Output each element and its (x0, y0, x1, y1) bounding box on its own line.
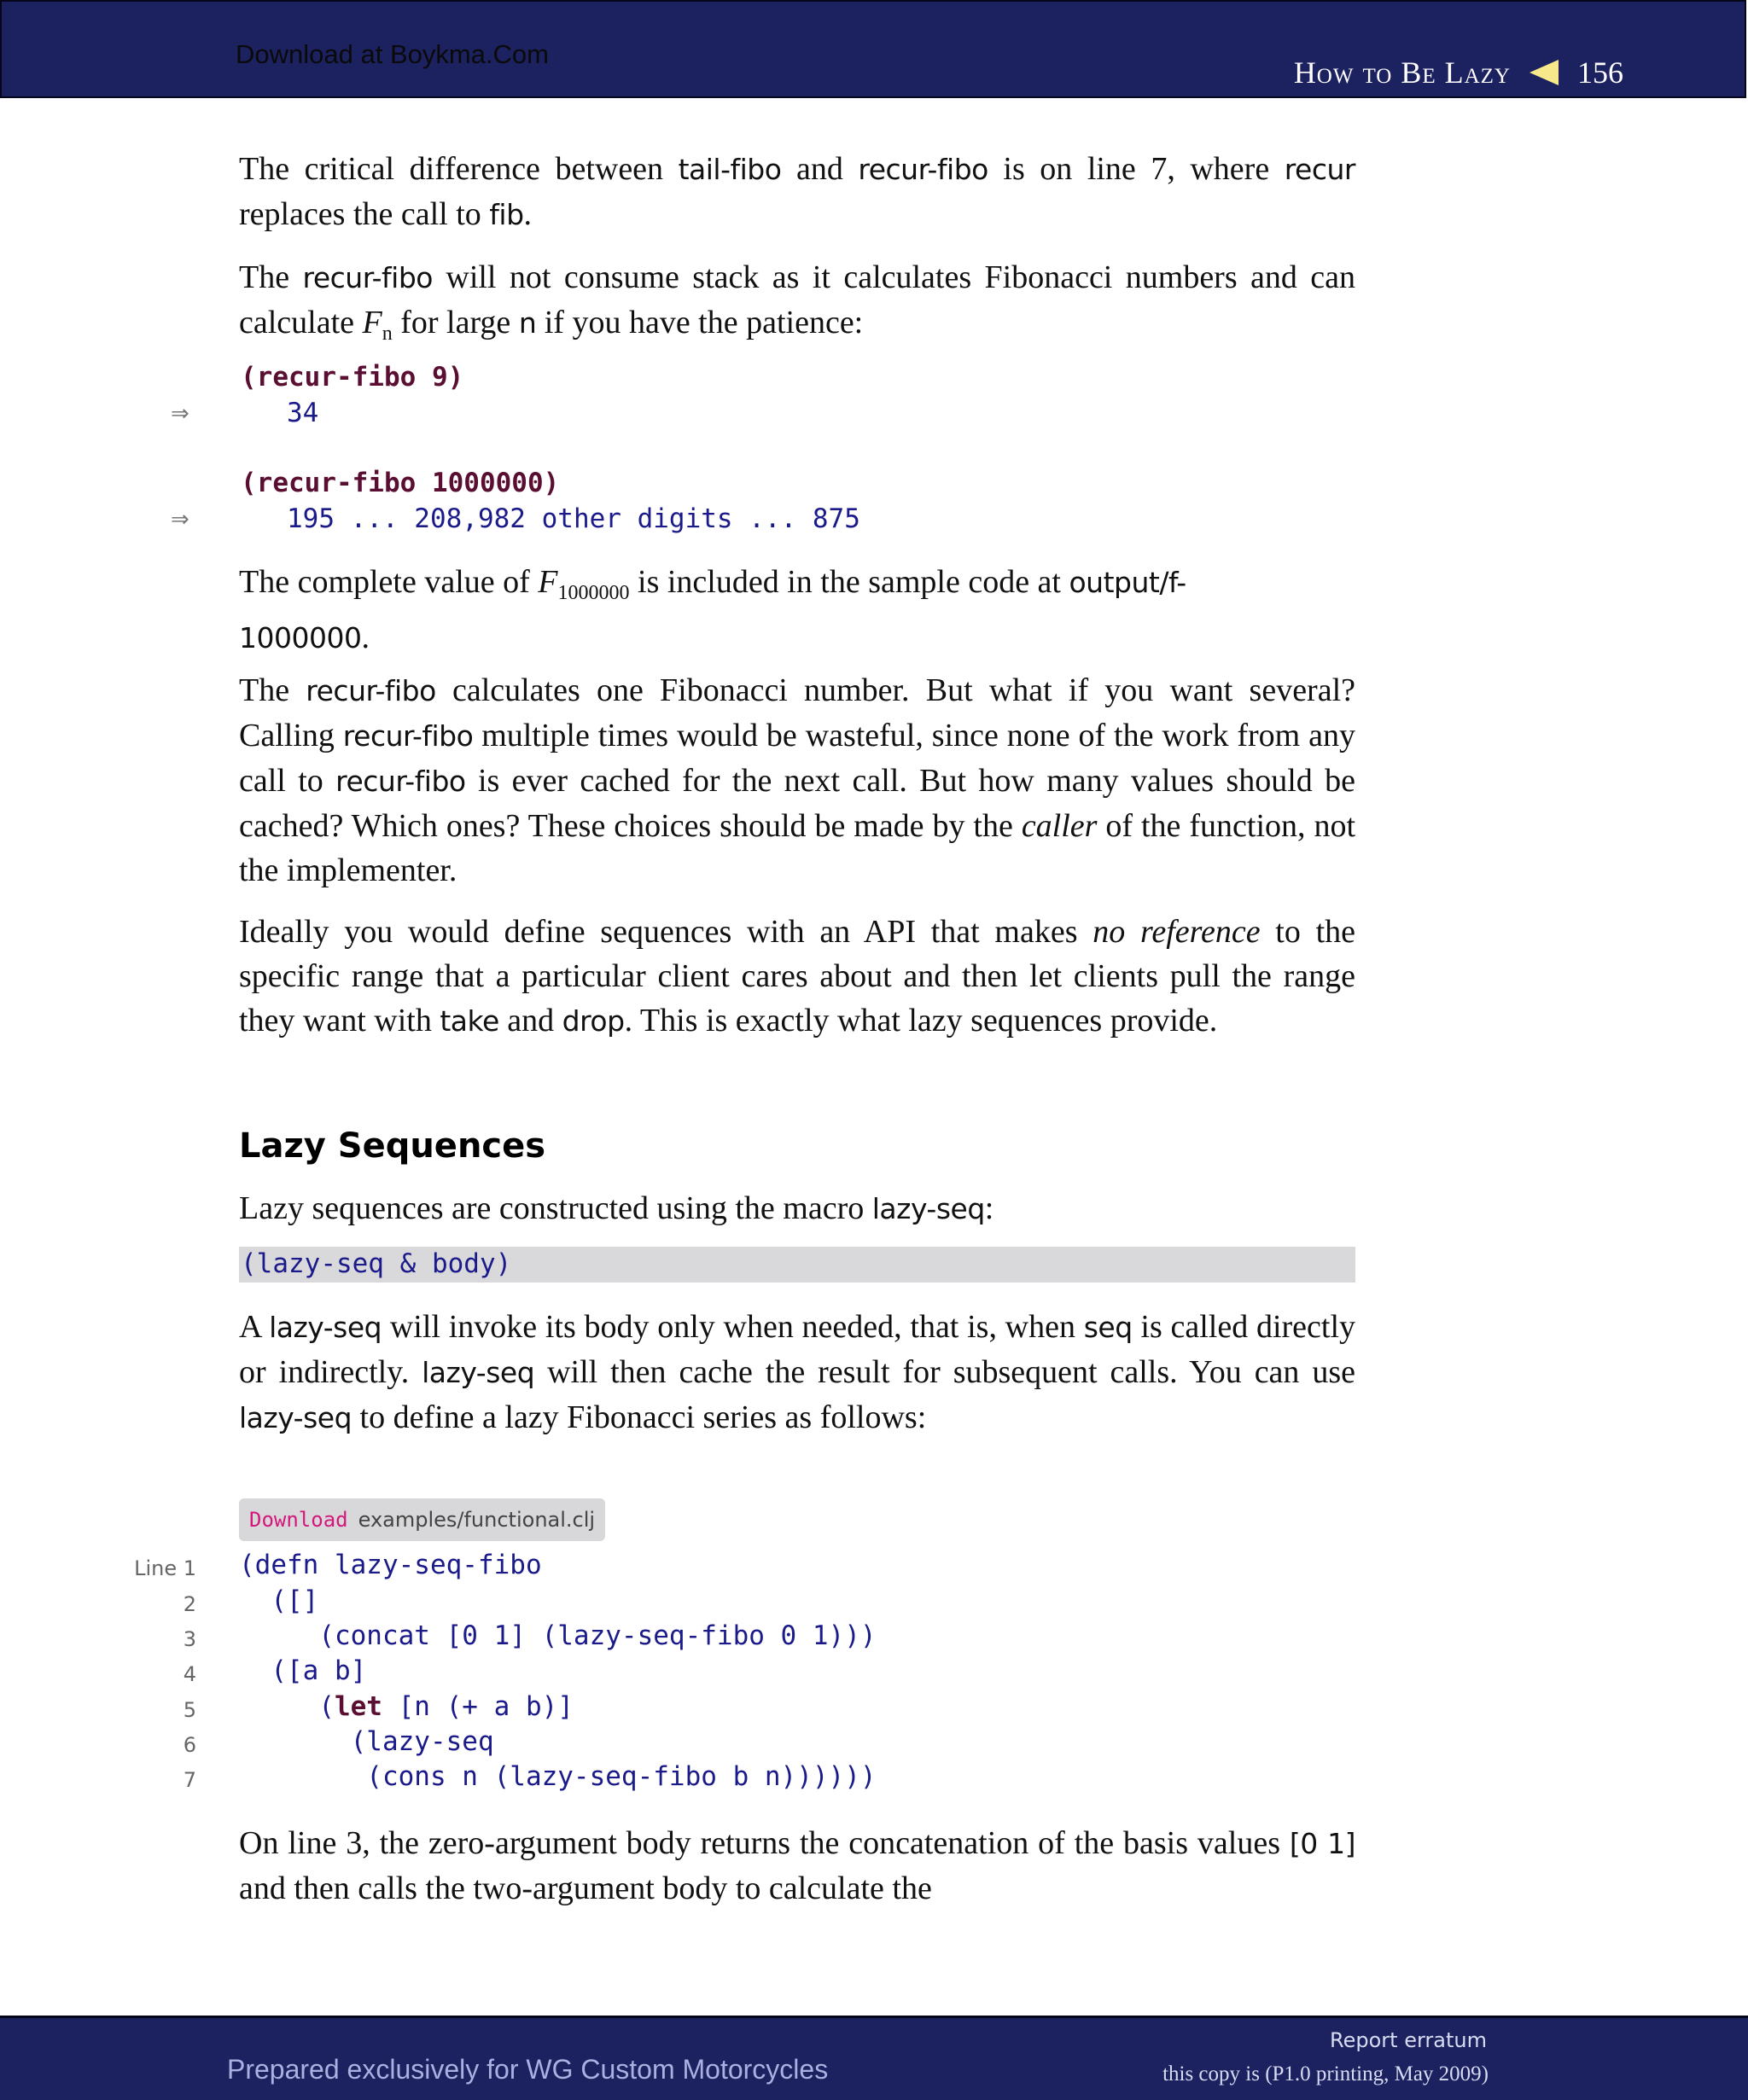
copy-info: this copy is (P1.0 printing, May 2009) (1162, 2062, 1489, 2085)
repl-input-2: (recur-fibo 1000000) (241, 468, 560, 498)
report-erratum-link[interactable]: Report erratum (1330, 2028, 1487, 2052)
chapter-heading (1294, 55, 1623, 90)
paragraph-2: The recur-fibo will not consume stack as it calculates Fibonacci numbers and can calculate $F_n$ for large n if you have the patience: (239, 259, 1356, 345)
chapter-title[interactable]: How to Be Lazy (1293, 55, 1511, 90)
repl-output-2: 195 ... 208,982 other digits ... 875 (287, 503, 860, 534)
result-arrow-icon: ⇒ (171, 401, 189, 427)
syntax-signature: (lazy-seq & body) (241, 1248, 512, 1279)
line-number: 6 (183, 1733, 196, 1757)
line-number: 5 (183, 1698, 196, 1722)
code-line: ([] (239, 1585, 319, 1616)
paragraph-6: Lazy sequences are constructed using the macro lazy-seq: (239, 1190, 994, 1226)
code-line: (defn lazy-seq-fibo (239, 1550, 542, 1580)
line-number: 3 (183, 1627, 196, 1651)
paragraph-4: The recur-fibo calculates one Fibonacci number. But what if you want several? Calling recur-fibo multiple times would be wasteful, since none of the work from any call to recur-fibo is ever cached for the next call. But how many values should be cached? Which ones? These choices should be made by the caller of the function, not the implementer. (239, 672, 1356, 888)
line-number: Line 1 (134, 1556, 196, 1580)
line-number: 7 (183, 1768, 196, 1792)
back-arrow-icon[interactable] (1530, 60, 1559, 85)
page-footer (0, 2016, 1748, 2100)
paragraph-1: The critical difference between tail-fibo and recur-fibo is on line 7, where recur replaces the call to fib. (239, 151, 1355, 232)
paragraph-7: A lazy-seq will invoke its body only when needed, that is, when seq is called directly or indirectly. lazy-seq will then cache the result for subsequent calls. You can use lazy-seq to define a lazy Fibonacci series as follows: (239, 1309, 1356, 1435)
code-line: ([a b] (239, 1655, 367, 1686)
section-heading: Lazy Sequences (239, 1126, 546, 1166)
paragraph-8: On line 3, the zero-argument body returns the concatenation of the basis values [0 1] and then calls the two-argument body to calculate the (239, 1825, 1355, 1906)
code-line: (let [n (+ a b)] (239, 1691, 574, 1722)
download-label[interactable]: Download (249, 1508, 348, 1532)
page-number: 156 (1577, 55, 1623, 90)
line-number: 4 (183, 1662, 196, 1686)
keyword-let: let (334, 1691, 382, 1722)
code-line: (cons n (lazy-seq-fibo b n)))))) (239, 1761, 877, 1792)
paragraph-3: The complete value of $F_{1000000}$ is included in the sample code at output/f- 1000000. (239, 564, 1186, 655)
result-arrow-icon: ⇒ (171, 507, 189, 532)
page-header (0, 0, 1746, 98)
code-line: (lazy-seq (239, 1726, 494, 1757)
repl-output-1: 34 (287, 398, 319, 428)
download-source-button[interactable] (239, 1498, 605, 1541)
repl-input-1: (recur-fibo 9) (241, 362, 464, 393)
prepared-for: Prepared exclusively for WG Custom Motorcycles (227, 2054, 829, 2085)
source-file-path: examples/functional.clj (358, 1508, 596, 1532)
line-number: 2 (183, 1592, 196, 1616)
download-note[interactable]: Download at Boykma.Com (236, 39, 549, 69)
paragraph-5: Ideally you would define sequences with an API that makes no reference to the specific range that a particular client cares about and then let clients pull the range they want with take and drop. This is exactly what lazy sequences provide. (239, 914, 1355, 1038)
code-line: (concat [0 1] (lazy-seq-fibo 0 1))) (239, 1620, 877, 1651)
